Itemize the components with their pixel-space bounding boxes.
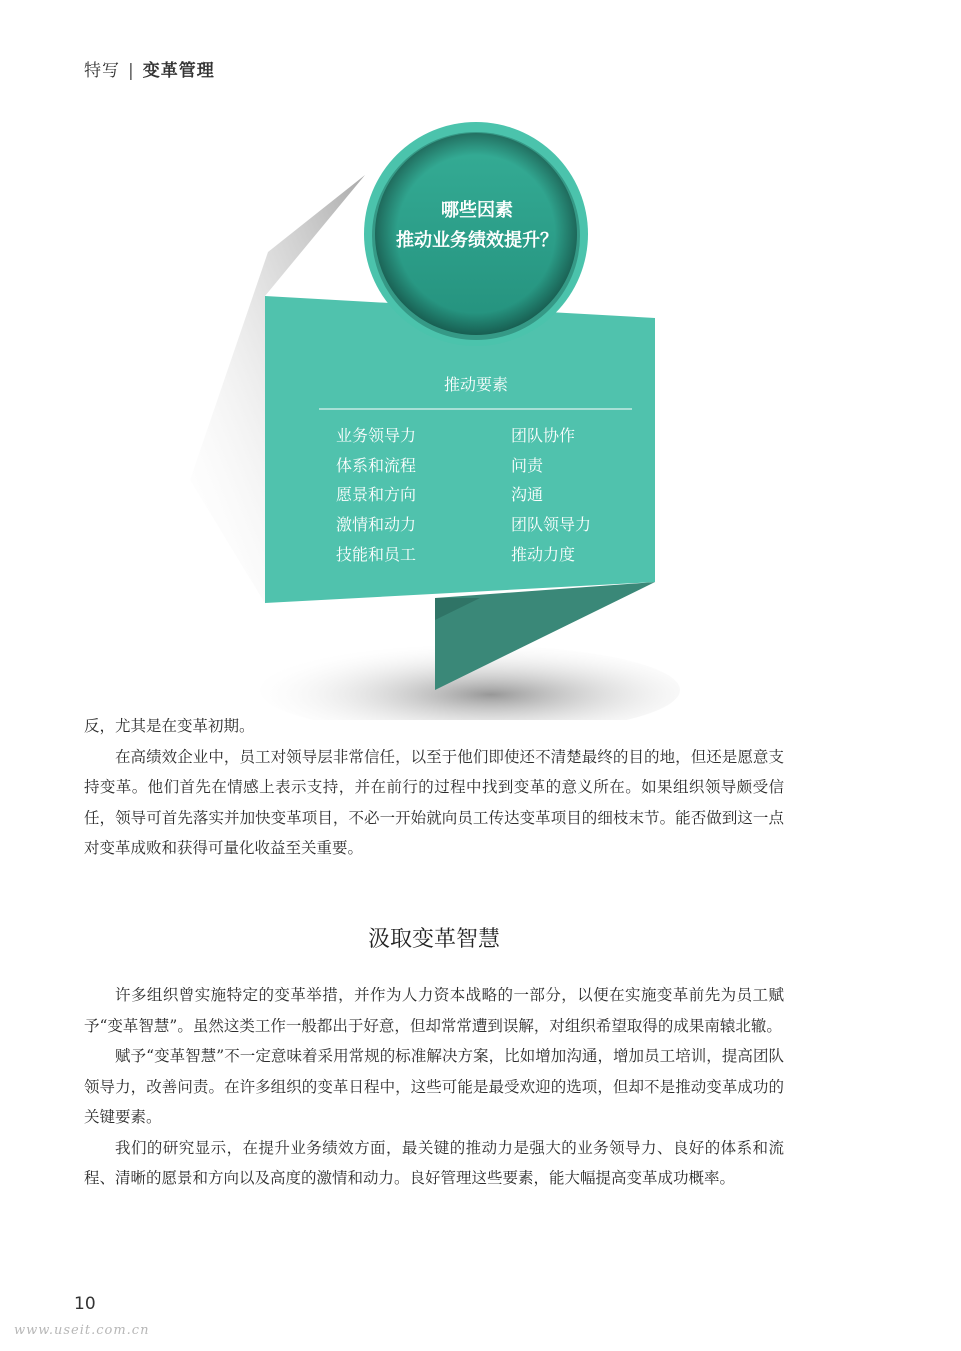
paragraph: 许多组织曾实施特定的变革举措，并作为人力资本战略的一部分，以便在实施变革前先为员工赋予“变革智慧”。虽然这类工作一般都出于好意，但却常常遭到误解，对组织希望取得的成果南辕北辙。 xyxy=(84,986,784,1035)
paragraph: 在高绩效企业中，员工对领导层非常信任，以至于他们即使还不清楚最终的目的地，但还是愿意支持变革。他们首先在情感上表示支持，并在前行的过程中找到变革的意义所在。如果组织领导颇受信任，领导可首先落实并加快变革项目，不必一开始就向员工传达变革项目的细枝末节。能否做到这一点对变革成败和获得可量化收益至关重要。 xyxy=(84,747,784,857)
driver-item: 团队协作 xyxy=(511,426,576,445)
driver-item: 激情和动力 xyxy=(336,515,417,535)
driver-item: 问责 xyxy=(511,455,544,475)
driver-item: 体系和流程 xyxy=(336,455,417,475)
infographic-title-line1: 哪些因素 xyxy=(441,200,513,221)
header-separator: | xyxy=(128,61,135,81)
driver-item: 推动力度 xyxy=(511,544,576,564)
paragraph: 我们的研究显示，在提升业务绩效方面，最关键的推动力是强大的业务领导力、良好的体系和流程、清晰的愿景和方向以及高度的激情和动力。良好管理这些要素，能大幅提高变革成功概率。 xyxy=(84,1138,784,1187)
driver-item: 技能和员工 xyxy=(336,544,417,564)
paragraph: 赋予“变革智慧”不一定意味着采用常规的标准解决方案，比如增加沟通，增加员工培训，提高团队领导力，改善问责。在许多组织的变革日程中，这些可能是最受欢迎的选项，但却不是推动变革成功的关键要素。 xyxy=(84,1047,784,1126)
driver-item: 业务领导力 xyxy=(336,426,417,445)
drivers-list-right xyxy=(511,421,591,570)
section-title: 汲取变革智慧 xyxy=(367,927,500,952)
body-text-bottom xyxy=(84,980,784,1194)
drivers-list-left xyxy=(336,421,416,570)
driver-item: 沟通 xyxy=(511,485,544,505)
driver-item: 愿景和方向 xyxy=(336,485,417,505)
infographic-title-line2: 推动业务绩效提升？ xyxy=(396,230,558,251)
drivers-heading: 推动要素 xyxy=(443,375,508,394)
page-number: 10 xyxy=(74,1294,96,1314)
driver-item: 团队领导力 xyxy=(511,515,592,535)
body-text-top xyxy=(84,711,784,864)
paragraph: 反，尤其是在变革初期。 xyxy=(84,717,255,735)
watermark: www.useit.com.cn xyxy=(14,1323,150,1338)
header-category: 特写 xyxy=(84,61,120,81)
header-section: 变革管理 xyxy=(142,61,215,81)
infographic-title xyxy=(371,196,583,256)
